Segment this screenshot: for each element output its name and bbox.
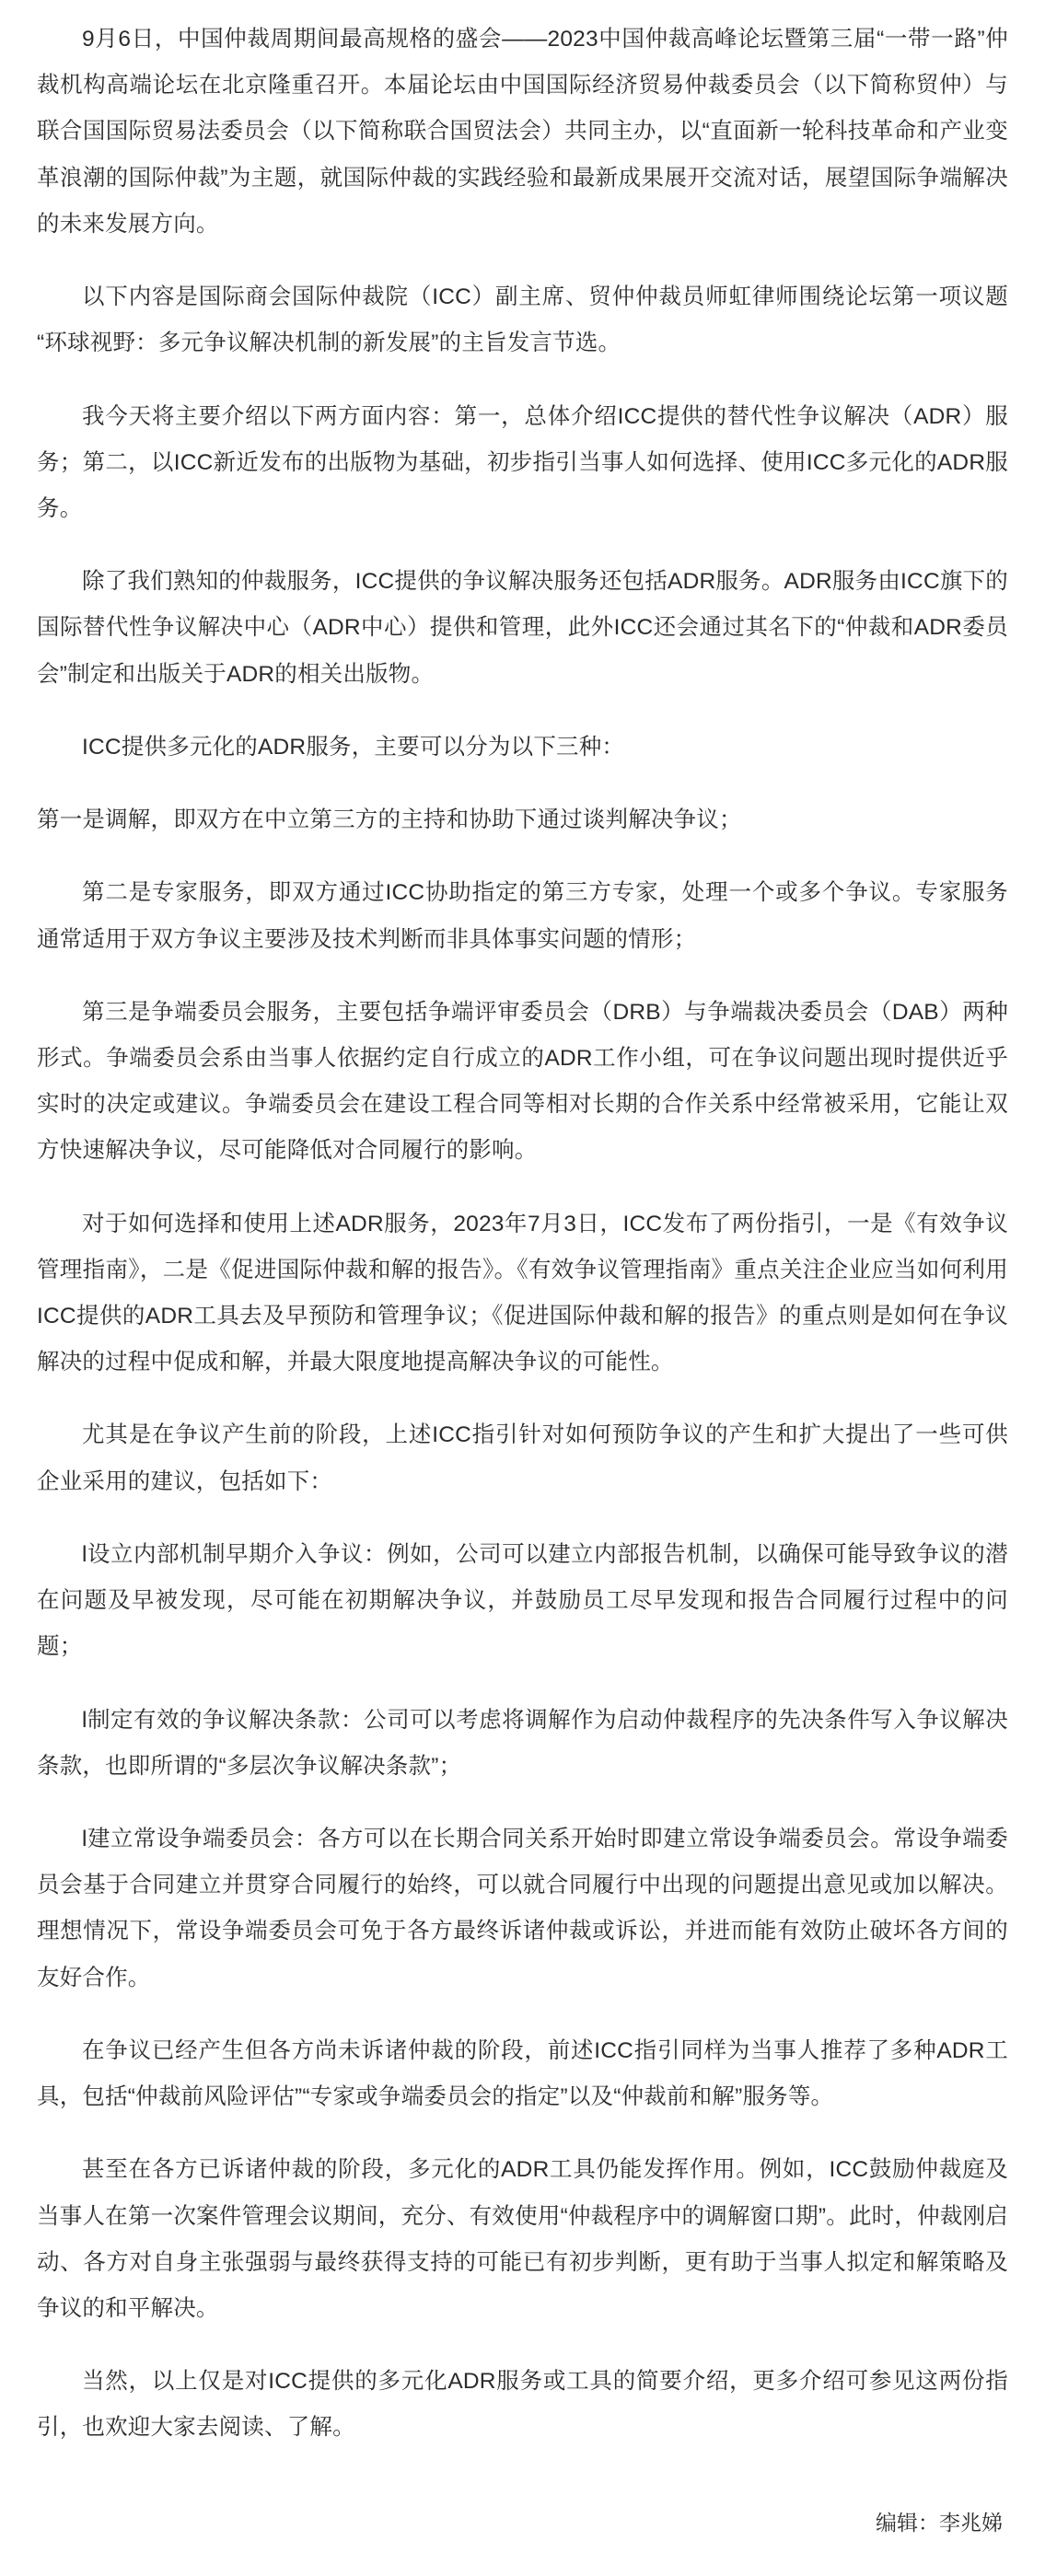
paragraph-3: 我今天将主要介绍以下两方面内容：第一，总体介绍ICC提供的替代性争议解决（ADR）服务；第二，以ICC新近发布的出版物为基础，初步指引当事人如何选择、使用ICC多元化的ADR服务。 <box>37 403 1008 521</box>
paragraph-2: 以下内容是国际商会国际仲裁院（ICC）副主席、贸仲仲裁员师虹律师围绕论坛第一项议题“环球视野：多元争议解决机制的新发展”的主旨发言节选。 <box>37 284 1008 356</box>
paragraph-8-item-third: 第三是争端委员会服务，主要包括争端评审委员会（DRB）与争端裁决委员会（DAB）两种形式。争端委员会系由当事人依据约定自行成立的ADR工作小组，可在争议问题出现时提供近乎实时的决定或建议。争端委员会在建设工程合同等相对长期的合作关系中经常被采用，它能让双方快速解决争议，尽可能降低对合同履行的影响。 <box>37 999 1008 1164</box>
paragraph-9-guidelines: 对于如何选择和使用上述ADR服务，2023年7月3日，ICC发布了两份指引，一是《有效争议管理指南》，二是《促进国际仲裁和解的报告》。《有效争议管理指南》重点关注企业应当如何利用ICC提供的ADR工具去及早预防和管理争议；《促进国际仲裁和解的报告》的重点则是如何在争议解决的过程中促成和解，并最大限度地提高解决争议的可能性。 <box>37 1211 1008 1375</box>
paragraph-4: 除了我们熟知的仲裁服务，ICC提供的争议解决服务还包括ADR服务。ADR服务由ICC旗下的国际替代性争议解决中心（ADR中心）提供和管理，此外ICC还会通过其名下的“仲裁和ADR委员会”制定和出版关于ADR的相关出版物。 <box>37 569 1008 687</box>
editor-credit: 编辑：李兆娣 <box>876 2510 1003 2535</box>
paragraph-14-pre-arbitration-tools: 在争议已经产生但各方尚未诉诸仲裁的阶段，前述ICC指引同样为当事人推荐了多种ADR工具，包括“仲裁前风险评估”“专家或争端委员会的指定”以及“仲裁前和解”服务等。 <box>37 2037 1008 2110</box>
paragraph-6-item-first: 第一是调解，即双方在中立第三方的主持和协助下通过谈判解决争议； <box>37 807 742 833</box>
bullet-item-dispute-clause: l制定有效的争议解决条款：公司可以考虑将调解作为启动仲裁程序的先决条件写入争议解决条款，也即所谓的“多层次争议解决条款”； <box>37 1707 1008 1779</box>
paragraph-15-during-arbitration: 甚至在各方已诉诸仲裁的阶段，多元化的ADR工具仍能发挥作用。例如，ICC鼓励仲裁庭及当事人在第一次案件管理会议期间，充分、有效使用“仲裁程序中的调解窗口期”。此时，仲裁刚启动、各方对自身主张强弱与最终获得支持的可能已有初步判断，更有助于当事人拟定和解策略及争议的和平解决。 <box>37 2157 1008 2321</box>
paragraph-1: 9月6日，中国仲裁周期间最高规格的盛会——2023中国仲裁高峰论坛暨第三届“一带一路”仲裁机构高端论坛在北京隆重召开。本届论坛由中国国际经济贸易仲裁委员会（以下简称贸仲）与联合国国际贸易法委员会（以下简称联合国贸法会）共同主办，以“直面新一轮科技革命和产业变革浪潮的国际仲裁”为主题，就国际仲裁的实践经验和最新成果展开交流对话，展望国际争端解决的未来发展方向。 <box>37 27 1008 237</box>
bullet-item-internal-mechanism: l设立内部机制早期介入争议：例如，公司可以建立内部报告机制，以确保可能导致争议的潜在问题及早被发现，尽可能在初期解决争议，并鼓励员工尽早发现和报告合同履行过程中的问题； <box>37 1541 1008 1660</box>
paragraph-5-adr-intro: ICC提供多元化的ADR服务，主要可以分为以下三种： <box>82 734 625 760</box>
bottom-spacer <box>37 2543 1008 2552</box>
paragraph-16-conclusion: 当然，以上仅是对ICC提供的多元化ADR服务或工具的简要介绍，更多介绍可参见这两份指引，也欢迎大家去阅读、了解。 <box>37 2369 1008 2441</box>
paragraph-7-item-second: 第二是专家服务，即双方通过ICC协助指定的第三方专家，处理一个或多个争议。专家服务通常适用于双方争议主要涉及技术判断而非具体事实问题的情形； <box>37 880 1008 952</box>
paragraph-10-recommendations-intro: 尤其是在争议产生前的阶段，上述ICC指引针对如何预防争议的产生和扩大提出了一些可供企业采用的建议，包括如下： <box>37 1422 1008 1494</box>
bullet-item-standing-dispute-board: l建立常设争端委员会：各方可以在长期合同关系开始时即建立常设争端委员会。常设争端委员会基于合同建立并贯穿合同履行的始终，可以就合同履行中出现的问题提出意见或加以解决。理想情况下，常设争端委员会可免于各方最终诉诸仲裁或诉讼，并进而能有效防止破坏各方间的友好合作。 <box>37 1827 1008 1990</box>
